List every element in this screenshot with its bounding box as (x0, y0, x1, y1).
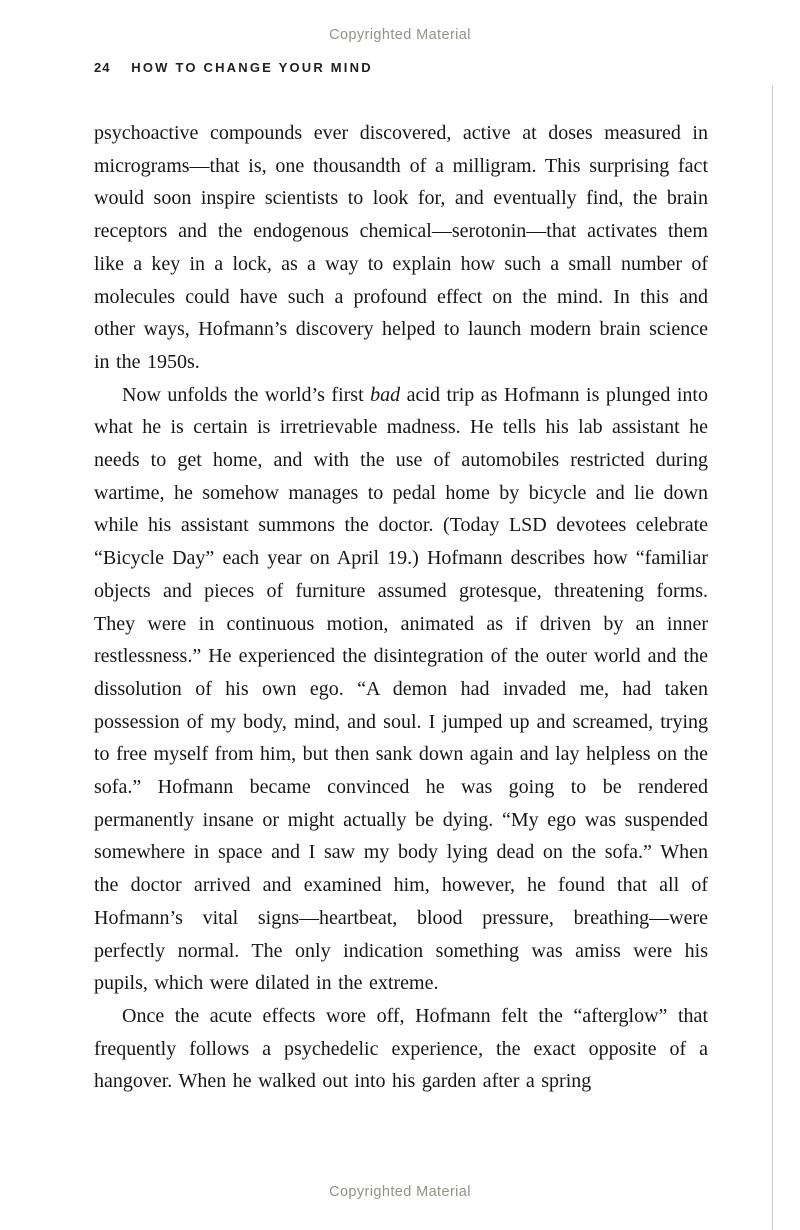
text-run: acid trip as Hofmann is plunged into what he is certain is irretrievable madness. He tells his lab assistant he needs to get home, and with the use of automobiles restricted during wartime, he somehow manages to pedal home by bicycle and lie down while his assistant summons the doctor. (Today LSD devotees celebrate “Bicycle Day” each year on April 19.) Hofmann describes how “familiar objects and pieces of furniture assumed grotesque, threatening forms. They were in continuous motion, animated as if driven by an inner restlessness.” He experienced the disintegration of the outer world and the dissolution of his own ego. “A demon had invaded me, had taken possession of my body, mind, and soul. I jumped up and screamed, trying to free myself from him, but then sank down again and lay helpless on the sofa.” Hofmann became convinced he was going to be rendered permanently insane or might actually be dying. “My ego was suspended somewhere in space and I saw my body lying dead on the sofa.” When the doctor arrived and examined him, however, he found that all of Hofmann’s vital signs—heartbeat, blood pressure, breathing—were perfectly normal. The only indication something was amiss were his pupils, which were dilated in the extreme. (94, 383, 708, 995)
copyright-notice-top: Copyrighted Material (329, 27, 471, 43)
text-run: psychoactive compounds ever discovered, active at doses measured in micrograms—that is, one thousandth of a milligram. This surprising fact would soon inspire scientists to look for, and eventually find, the brain receptors and the endogenous chemical—serotonin—that activates them like a key in a lock, as a way to explain how such a small number of molecules could have such a profound effect on the mind. In this and other ways, Hofmann’s discovery helped to launch modern brain science in the 1950s. (94, 122, 708, 373)
paragraph (94, 1000, 708, 1098)
page-edge-line (772, 86, 773, 1230)
page-number: 24 (94, 60, 111, 75)
paragraph (94, 379, 708, 1000)
text-run: Once the acute effects wore off, Hofmann felt the “afterglow” that frequently follows a psychedelic experience, the exact opposite of a hangover. When he walked out into his garden after a spring (94, 1004, 708, 1093)
text-run: Now unfolds the world’s first (122, 383, 371, 406)
page-header (94, 60, 373, 75)
paragraph (94, 117, 708, 379)
body-text (94, 117, 708, 1098)
running-title: HOW TO CHANGE YOUR MIND (131, 60, 373, 75)
copyright-notice-bottom: Copyrighted Material (329, 1184, 471, 1200)
italic-text-run: bad (370, 383, 401, 406)
